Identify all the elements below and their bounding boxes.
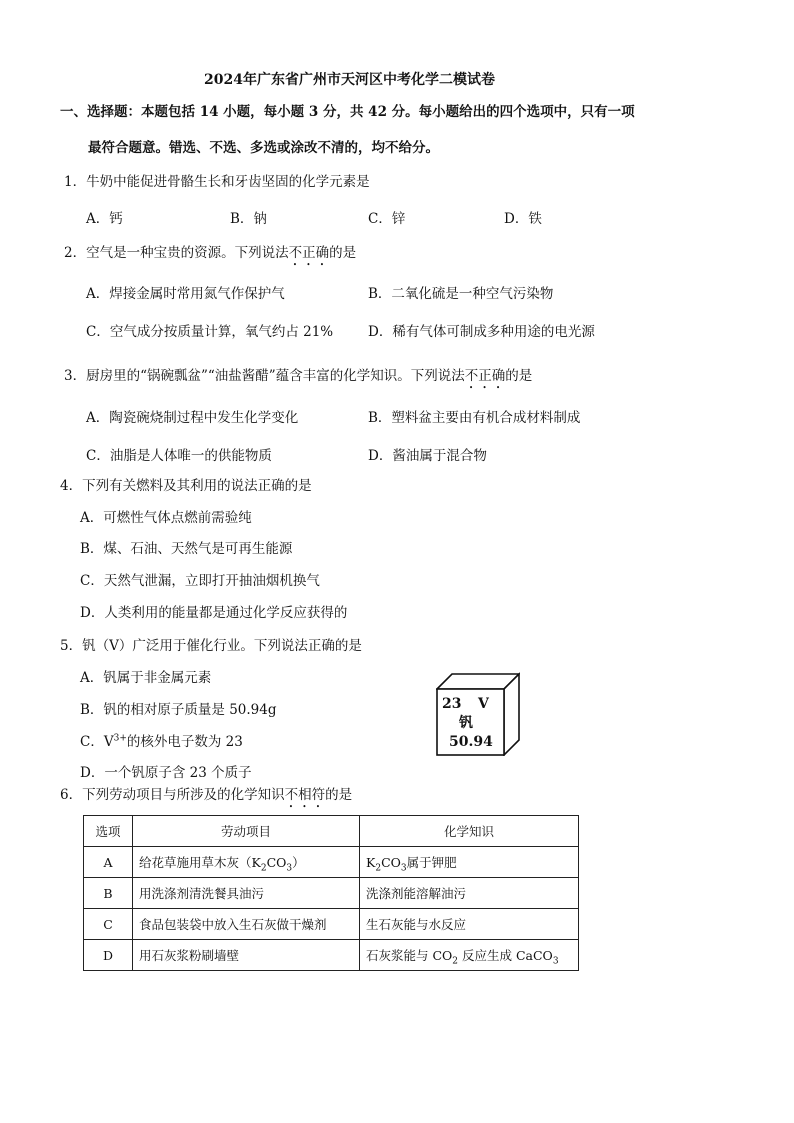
table-row <box>84 847 579 878</box>
element-name: 钒 <box>459 715 473 731</box>
q4-option-d: D．人类利用的能量都是通过化学反应获得的 <box>80 605 348 621</box>
q2-option-b: B．二氧化硫是一种空气污染物 <box>368 286 554 302</box>
knowledge-subscript: 3 <box>400 863 407 874</box>
q5-option-b: B．钒的相对原子质量是 50.94g <box>80 702 277 718</box>
table-cell-task <box>133 847 360 878</box>
task-subscript: 3 <box>286 863 293 874</box>
q1-option-d: D．铁 <box>504 211 542 227</box>
q3-stem-pre: 3．厨房里的“锅碗瓢盆”“油盐酱醋”蕴含丰富的化学知识。下列说法 <box>64 368 465 384</box>
q4-option-a: A．可燃性气体点燃前需验纯 <box>80 510 252 526</box>
knowledge-text: 反应生成 CaCO <box>458 948 553 963</box>
knowledge-text: K <box>366 855 376 870</box>
task-text: 给花草施用草木灰（K <box>139 855 261 870</box>
q4-stem: 4．下列有关燃料及其利用的说法正确的是 <box>60 478 312 494</box>
table-cell-knowledge <box>360 847 579 878</box>
element-atomic-number: 23 <box>442 696 462 712</box>
table-cell-option: A <box>84 847 133 878</box>
q1-option-a: A．钙 <box>86 211 123 227</box>
vanadium-element-card <box>436 672 520 756</box>
table-cell-task: 用洗涤剂清洗餐具油污 <box>133 878 360 909</box>
q2-stem-post: 的是 <box>329 245 357 261</box>
table-cell-option: D <box>84 940 133 971</box>
q4-option-c: C．天然气泄漏，立即打开抽油烟机换气 <box>80 573 320 589</box>
table-cell-knowledge: 洗涤剂能溶解油污 <box>360 878 579 909</box>
q3-option-b: B．塑料盆主要由有机合成材料制成 <box>368 410 581 426</box>
q5-option-d: D．一个钒原子含 23 个质子 <box>80 765 252 781</box>
q3-stem-post: 的是 <box>505 368 533 384</box>
table-row <box>84 940 579 971</box>
element-atomic-mass: 50.94 <box>449 734 493 750</box>
task-text: ） <box>292 855 305 870</box>
table-header-knowledge: 化学知识 <box>360 816 579 847</box>
q2-option-c: C．空气成分按质量计算，氧气约占 21% <box>86 324 334 340</box>
q3-stem <box>64 368 532 392</box>
q5-option-a: A．钒属于非金属元素 <box>80 670 212 686</box>
knowledge-text: 属于钾肥 <box>406 855 457 870</box>
q4-option-b: B．煤、石油、天然气是可再生能源 <box>80 541 293 557</box>
table-cell-option: B <box>84 878 133 909</box>
q6-stem-post: 的是 <box>325 787 353 803</box>
table-cell-task: 用石灰浆粉刷墙壁 <box>133 940 360 971</box>
q6-stem-pre: 6．下列劳动项目与所涉及的化学知识 <box>60 787 285 803</box>
table-header-option: 选项 <box>84 816 133 847</box>
q3-option-d: D．酱油属于混合物 <box>368 448 487 464</box>
table-cell-knowledge <box>360 940 579 971</box>
knowledge-subscript: 2 <box>452 956 459 967</box>
q2-stem-pre: 2．空气是一种宝贵的资源。下列说法 <box>64 245 289 261</box>
q5-option-c <box>80 734 243 750</box>
q2-option-a: A．焊接金属时常用氮气作保护气 <box>86 286 285 302</box>
q1-stem: 1．牛奶中能促进骨骼生长和牙齿坚固的化学元素是 <box>64 174 370 190</box>
table-cell-knowledge: 生石灰能与水反应 <box>360 909 579 940</box>
knowledge-text: CO <box>381 855 401 870</box>
q3-stem-emphasis: 不正确 <box>464 368 506 384</box>
q3-option-a: A．陶瓷碗烧制过程中发生化学变化 <box>86 410 299 426</box>
q2-stem <box>64 245 356 269</box>
table-row <box>84 878 579 909</box>
q6-stem-emphasis: 不相符 <box>284 787 326 803</box>
q6-table <box>83 815 579 971</box>
table-header-task: 劳动项目 <box>133 816 360 847</box>
section-header-line1: 一、选择题：本题包括 14 小题，每小题 3 分，共 42 分。每小题给出的四个选项中，只有一项 <box>60 104 635 120</box>
knowledge-text: 石灰浆能与 CO <box>366 948 453 963</box>
knowledge-subscript: 3 <box>552 956 559 967</box>
table-header-row <box>84 816 579 847</box>
q5-stem: 5．钒（V）广泛用于催化行业。下列说法正确的是 <box>60 638 362 654</box>
task-subscript: 2 <box>260 863 267 874</box>
q1-option-c: C．锌 <box>368 211 406 227</box>
q6-stem <box>60 787 352 811</box>
knowledge-subscript: 2 <box>375 863 382 874</box>
task-text: CO <box>266 855 287 870</box>
section-header-line2: 最符合题意。错选、不选、多选或涂改不清的，均不给分。 <box>88 140 439 156</box>
q2-option-d: D．稀有气体可制成多种用途的电光源 <box>368 324 595 340</box>
table-cell-option: C <box>84 909 133 940</box>
q3-option-c: C．油脂是人体唯一的供能物质 <box>86 448 272 464</box>
q5-option-c-charge: 3+ <box>113 733 127 744</box>
table-row <box>84 909 579 940</box>
q5-option-c-post: 的核外电子数为 23 <box>126 734 243 750</box>
table-cell-task: 食品包装袋中放入生石灰做干燥剂 <box>133 909 360 940</box>
q5-option-c-pre: C．V <box>80 734 114 750</box>
q1-option-b: B．钠 <box>230 211 267 227</box>
element-symbol: V <box>478 696 489 712</box>
q2-stem-emphasis: 不正确 <box>288 245 330 261</box>
page-title: 2024年广东省广州市天河区中考化学二模试卷 <box>204 72 495 88</box>
